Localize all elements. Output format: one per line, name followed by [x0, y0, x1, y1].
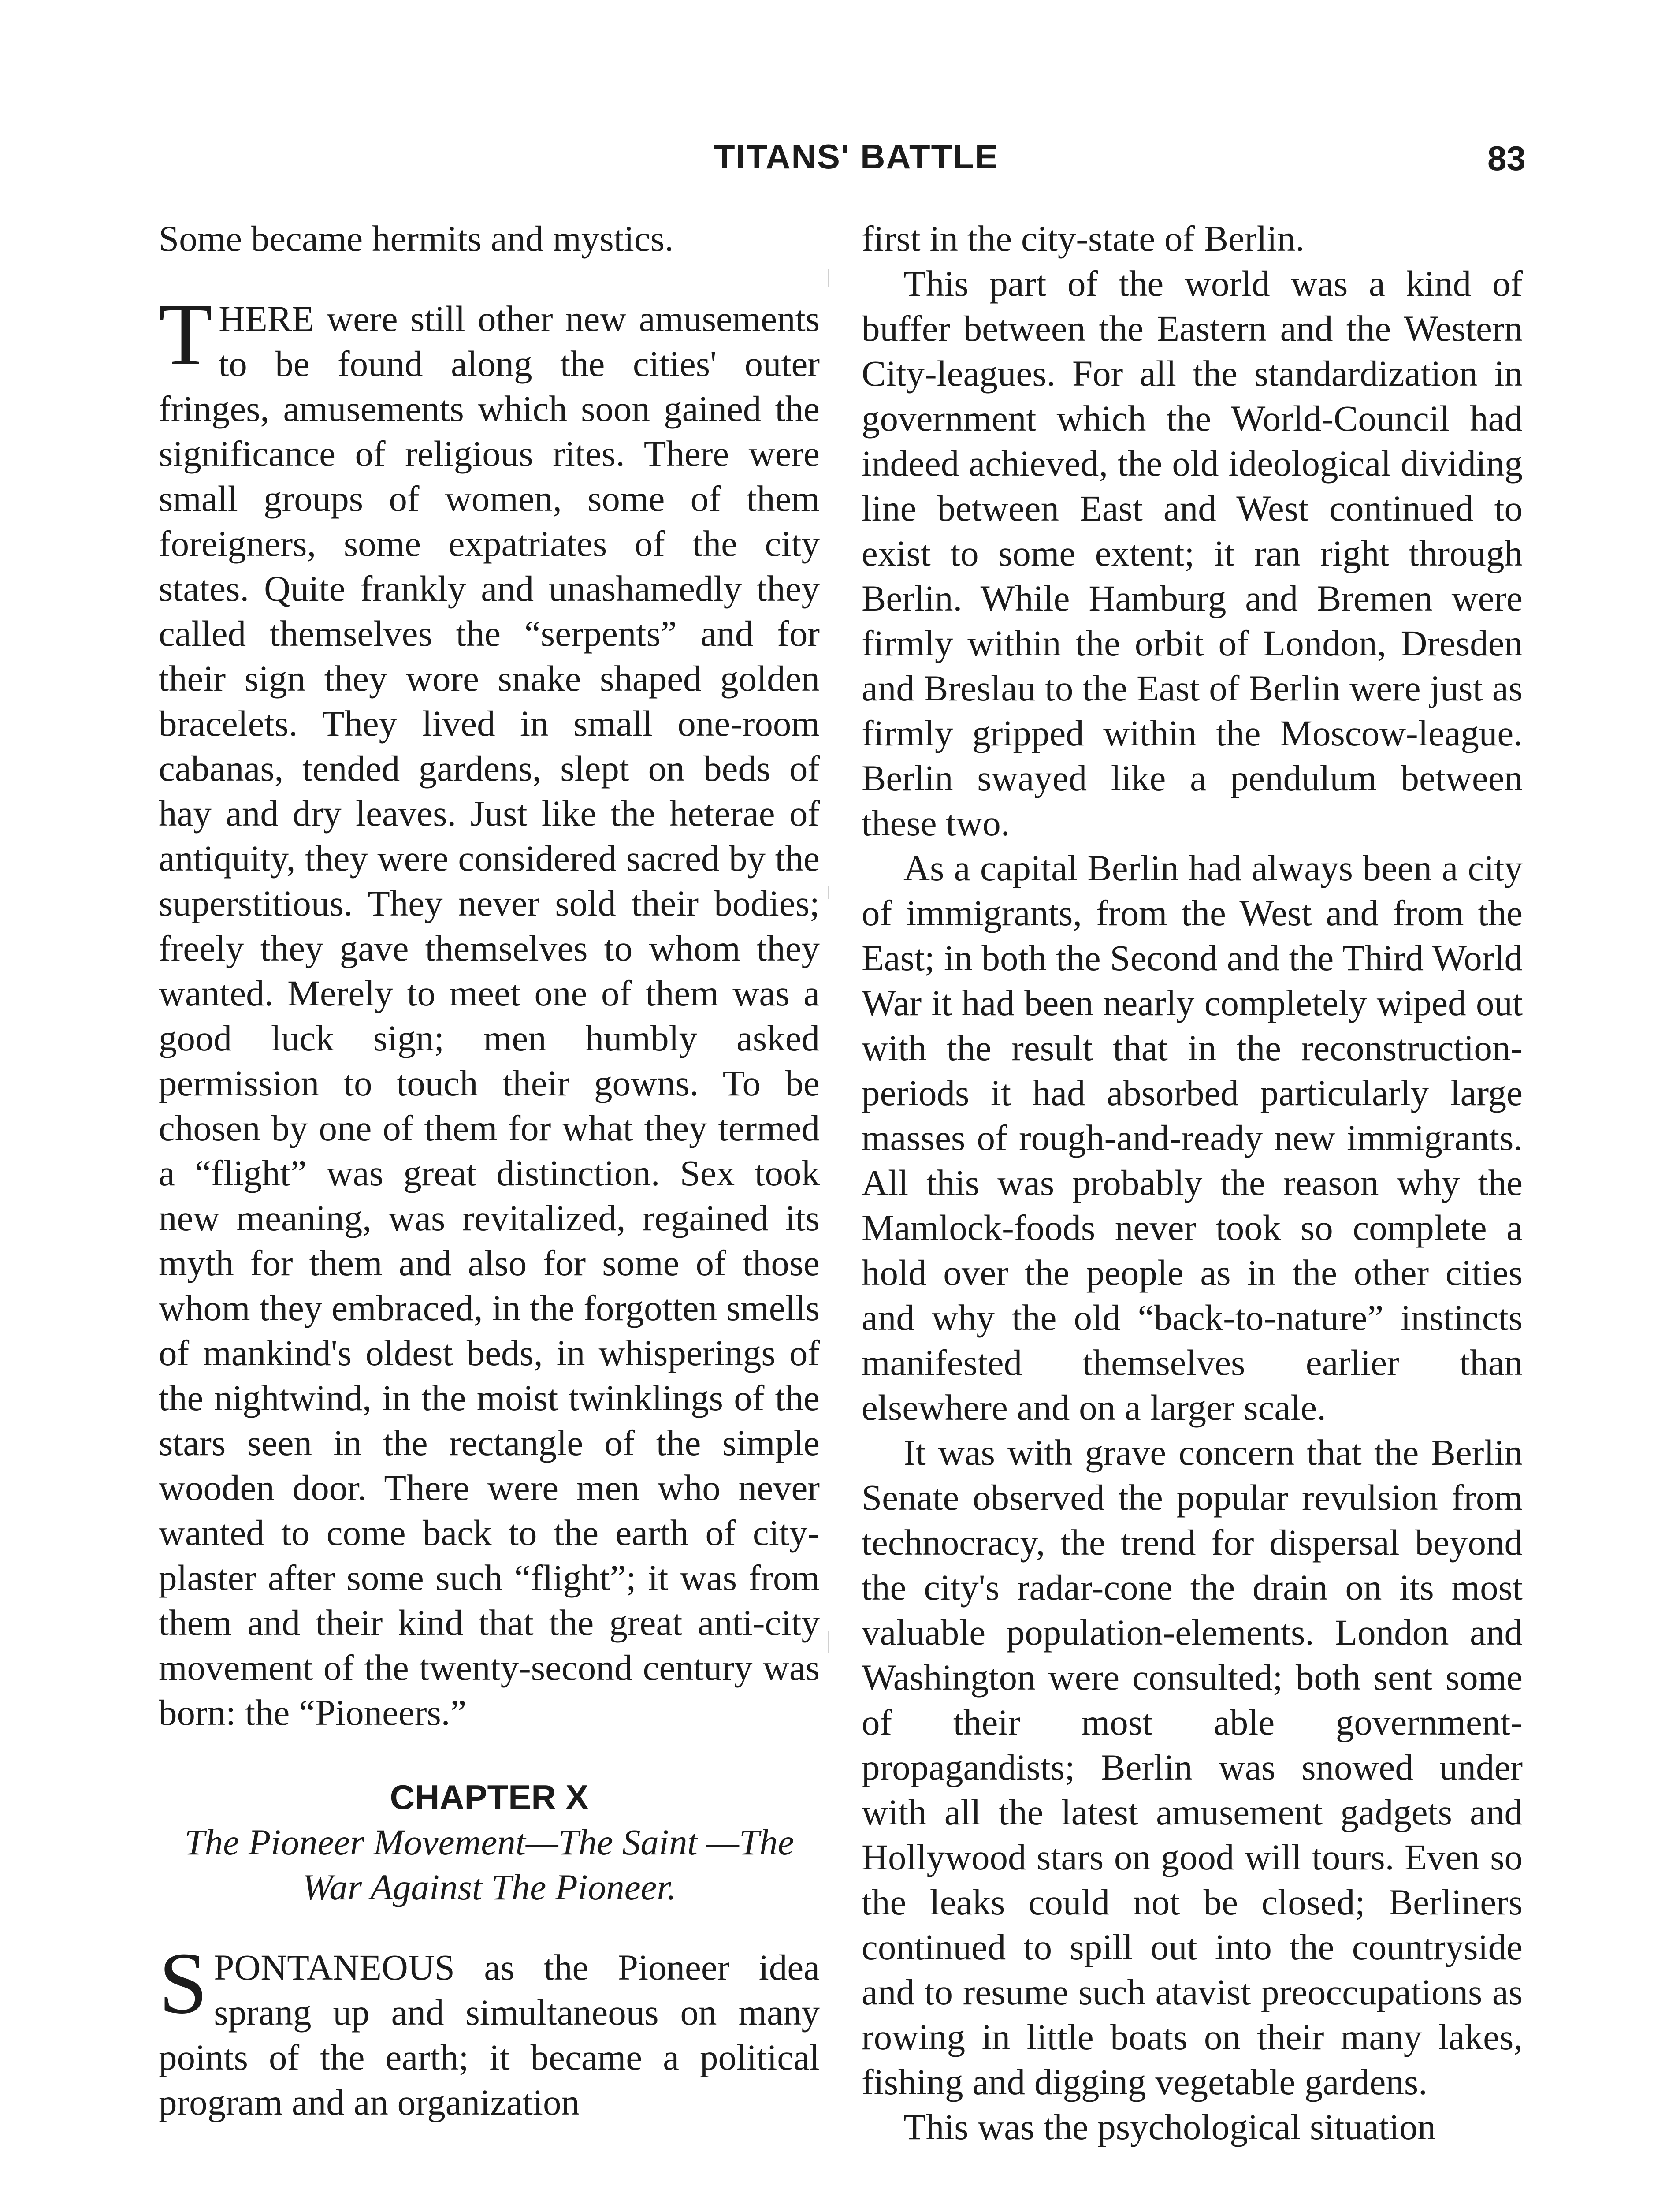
- chapter-subtitle: The Pioneer Movement—The Saint —The War Against The Pioneer.: [184, 1822, 794, 1907]
- chapter-heading: CHAPTER X: [390, 1778, 589, 1817]
- running-head: [0, 132, 1680, 181]
- drop-cap: S: [159, 1935, 208, 2032]
- paragraph: This was the psychological situation: [903, 2107, 1436, 2147]
- page-title: TITANS' BATTLE: [714, 137, 999, 176]
- right-column: [862, 216, 1523, 2149]
- paragraph: first in the city-state of Berlin.: [862, 218, 1305, 259]
- page-number: 83: [1487, 139, 1526, 178]
- paragraph-text: HERE were still other new amusements to be found along the cities' outer fringes, amusements which soon gained the significance of religious rites. There were small groups of women, some of them foreigners, some expatriates of the city states. Quite frankly and unashamedly they called themselves the “serpents” and for their sign they wore snake shaped golden bracelets. They lived in small one-room cabanas, tended gardens, slept on beds of hay and dry leaves. Just like the heterae of antiquity, they were considered sacred by the superstitious. They never sold their bodies; freely they gave themselves to whom they wanted. Merely to meet one of them was a good luck sign; men humbly asked permission to touch their gowns. To be chosen by one of them for what they termed a “flight” was great distinction. Sex took new meaning, was revitalized, regained its myth for them and also for some of those whom they embraced, in the forgotten smells of mankind's oldest beds, in whisperings of the nightwind, in the moist twinklings of the stars seen in the rectangle of the simple wooden door. There were men who never wanted to come back to the earth of city-plaster after some such “flight”; it was from them and their kind that the great anti-city movement of the twenty-second century was born: the “Pioneers.”: [159, 298, 820, 1733]
- left-column: [159, 216, 820, 2125]
- gutter-mark: [828, 269, 829, 287]
- paragraph-dropcap: [159, 286, 820, 1735]
- paragraph-dropcap: [159, 1935, 820, 2125]
- gutter-mark: [828, 1631, 829, 1653]
- gutter-mark: [828, 886, 829, 899]
- paragraph: It was with grave concern that the Berlin Senate observed the popular revulsion from technocracy, the trend for dispersal beyond the city's radar-cone the drain on its most valuable population-elements. London and Washington were consulted; both sent some of their most able government-propagandists; Berlin was snowed under with all the latest amusement gadgets and Hollywood stars on good will tours. Even so the leaks could not be closed; Berliners continued to spill out into the countryside and to resume such atavist preoccupations as rowing in little boats on their many lakes, fishing and digging vegetable gardens.: [862, 1432, 1523, 2102]
- paragraph: Some became hermits and mystics.: [159, 218, 674, 259]
- paragraph: This part of the world was a kind of buffer between the Eastern and the Western City-leagues. For all the standardization in government which the World-Council had indeed achieved, the old ideological dividing line between East and West continued to exist to some extent; it ran right through Berlin. While Hamburg and Bremen were firmly within the orbit of London, Dresden and Breslau to the East of Berlin were just as firmly gripped within the Moscow-league. Berlin swayed like a pendulum between these two.: [862, 263, 1523, 843]
- drop-cap: T: [159, 286, 213, 383]
- paragraph: As a capital Berlin had always been a city of immigrants, from the West and from the East; in both the Second and the Third World War it had been nearly completely wiped out with the result that in the reconstruction-periods it had absorbed particularly large masses of rough-and-ready new immigrants. All this was probably the reason why the Mamlock-foods never took so complete a hold over the people as in the other cities and why the old “back-to-nature” instincts manifested themselves earlier than elsewhere and on a larger scale.: [862, 848, 1523, 1428]
- paragraph-text: PONTANEOUS as the Pioneer idea sprang up and simultaneous on many points of the earth; it became a political program and an organization: [159, 1947, 820, 2122]
